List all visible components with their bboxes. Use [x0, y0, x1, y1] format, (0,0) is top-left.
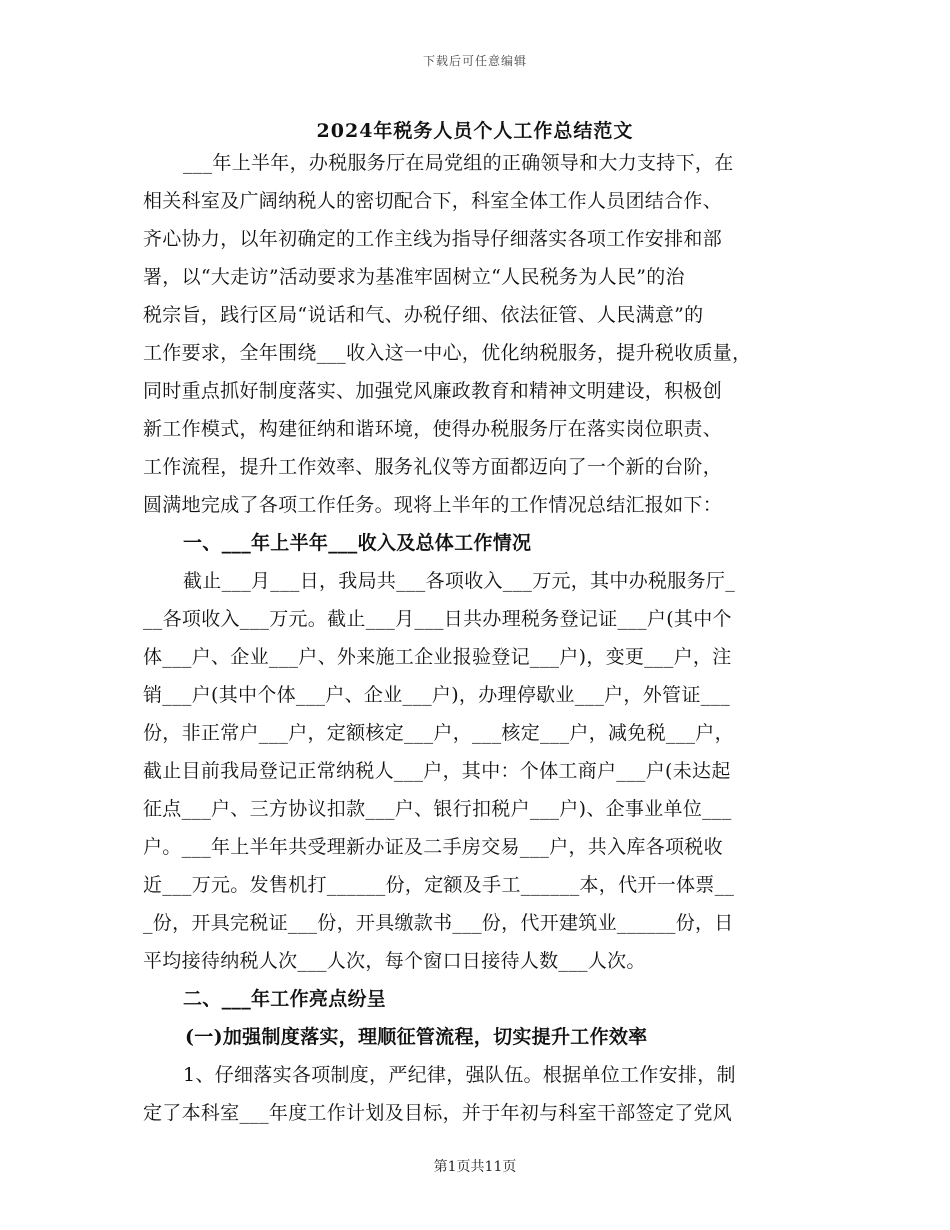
body-line: _份，开具完税证___份，开具缴款书___份，代开建筑业______份，日 [143, 912, 734, 934]
body-line: 定了本科室___年度工作计划及目标，并于年初与科室干部签定了党风 [143, 1102, 733, 1124]
document-body [143, 148, 823, 1136]
body-line: 近___万元。发售机打______份，定额及手工______本，代开一体票__ [143, 874, 735, 896]
body-line: 体___户、企业___户、外来施工企业报验登记___户)，变更___户，注 [143, 646, 732, 668]
section-heading: 二、___年工作亮点纷呈 [183, 988, 387, 1010]
body-line: 平均接待纳税人次___人次，每个窗口日接待人数___人次。 [143, 950, 646, 972]
body-line: 工作要求，全年围绕___收入这一中心，优化纳税服务，提升税收质量， [143, 342, 752, 364]
body-line: 工作流程，提升工作效率、服务礼仪等方面都迈向了一个新的台阶， [143, 456, 723, 478]
subsection-heading: (一)加强制度落实，理顺征管流程，切实提升工作效率 [185, 1026, 648, 1048]
body-line: 署，以“大走访”活动要求为基准牢固树立“人民税务为人民”的治 [143, 266, 685, 288]
body-line: 销___户(其中个体___户、企业___户)，办理停歇业___户，外管证___ [143, 684, 731, 706]
section-heading: 一、___年上半年___收入及总体工作情况 [183, 532, 532, 554]
body-line: 征点___户、三方协议扣款___户、银行扣税户___户)、企事业单位___ [143, 798, 732, 820]
body-line: 户。___年上半年共受理新办证及二手房交易___户，共入库各项税收 [143, 836, 723, 858]
body-line: 份，非正常户___户，定额核定___户，___核定___户，减免税___户， [143, 722, 734, 744]
body-line: 税宗旨，践行区局“说话和气、办税仔细、依法征管、人民满意”的 [143, 304, 704, 326]
body-line: 新工作模式，构建征纳和谐环境，使得办税服务厅在落实岗位职责、 [143, 418, 723, 440]
body-line: ___年上半年，办税服务厅在局党组的正确领导和大力支持下，在 [183, 152, 734, 174]
body-line: 齐心协力，以年初确定的工作主线为指导仔细落实各项工作安排和部 [143, 228, 723, 250]
body-line: 截止目前我局登记正常纳税人___户，其中：个体工商户___户(未达起 [143, 760, 731, 782]
body-line: __各项收入___万元。截止___月___日共办理税务登记证___户(其中个 [143, 608, 732, 630]
body-line: 同时重点抓好制度落实、加强党风廉政教育和精神文明建设，积极创 [143, 380, 723, 402]
body-line: 相关科室及广阔纳税人的密切配合下，科室全体工作人员团结合作、 [143, 190, 723, 212]
body-line: 1、仔细落实各项制度，严纪律，强队伍。根据单位工作安排，制 [183, 1064, 736, 1086]
page-header-note: 下载后可任意编辑 [422, 54, 527, 68]
page-number-footer: 第1页共11页 [433, 1159, 517, 1175]
body-line: 截止___月___日，我局共___各项收入___万元，其中办税服务厅_ [183, 570, 736, 592]
document-title: 2024年税务人员个人工作总结范文 [316, 120, 634, 142]
body-line: 圆满地完成了各项工作任务。现将上半年的工作情况总结汇报如下： [143, 494, 723, 516]
